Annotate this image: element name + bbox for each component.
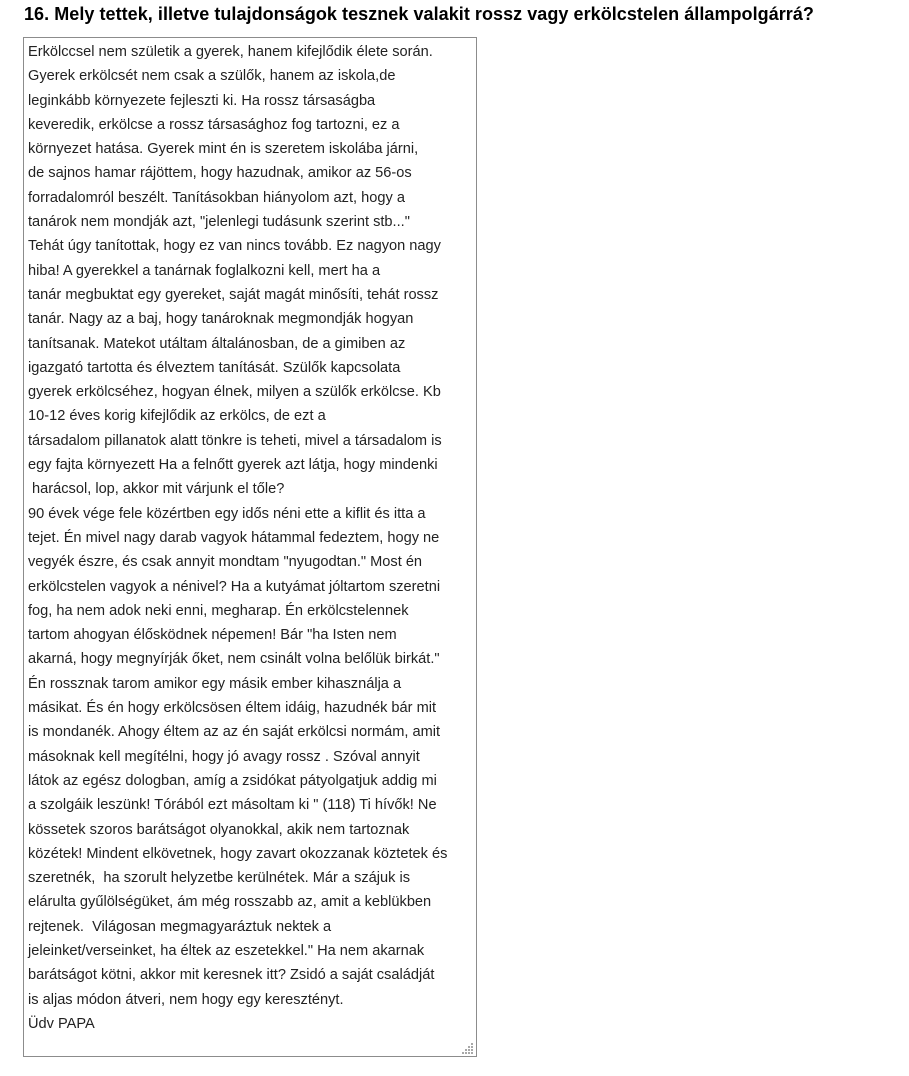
answer-line: Gyerek erkölcsét nem csak a szülők, hanem az iskola,de [28,68,396,85]
answer-line: Erkölccsel nem születik a gyerek, hanem kifejlődik élete során. [28,44,433,60]
answer-line: elárulta gyűlölségüket, ám még rosszabb az, amit a keblükben [28,894,432,911]
answer-text[interactable] [28,40,472,1036]
answer-line: Én rossznak tarom amikor egy másik ember kihasználja a [28,675,402,692]
answer-line: forradalomról beszélt. Tanításokban hiányolom azt, hogy a [28,189,405,206]
answer-line: harácsol, lop, akkor mit várjunk el tőle? [28,481,285,498]
answer-line: keveredik, erkölcse a rossz társasághoz fog tartozni, ez a [28,116,400,133]
answer-line: tanítsanak. Matekot utáltam általánosban, de a gimiben az [28,335,406,352]
answer-line: erkölcstelen vagyok a nénivel? Ha a kutyámat jóltartom szeretni [28,578,441,595]
answer-line: másoknak kell megítélni, hogy jó avagy rossz . Szóval annyit [28,748,420,765]
resize-grip-icon[interactable] [462,1042,474,1054]
answer-line: szeretnék, ha szorult helyzetbe kerülnétek. Már a szájuk is [28,870,411,887]
answer-line: egy fajta környezett Ha a felnőtt gyerek azt látja, hogy mindenki [28,457,438,474]
answer-line: kössetek szoros barátságot olyanokkal, akik nem tartoznak [28,821,410,838]
answer-line: Tehát úgy tanítottak, hogy ez van nincs tovább. Ez nagyon nagy [28,238,441,255]
answer-line: tanár megbuktat egy gyereket, saját magát minősíti, tehát rossz [28,286,439,303]
answer-textarea[interactable] [23,37,477,1057]
answer-line: vegyék észre, és csak annyit mondtam "nyugodtan." Most én [28,554,423,571]
answer-line: hiba! A gyerekkel a tanárnak foglalkozni kell, mert ha a [28,262,381,279]
answer-line: tanárok nem mondják azt, "jelenlegi tudásunk szerint stb..." [28,214,410,231]
answer-line: de sajnos hamar rájöttem, hogy hazudnak, amikor az 56-os [28,165,412,182]
answer-line: leginkább környezete fejleszti ki. Ha rossz társaságba [28,92,376,109]
answer-line: igazgató tartotta és élveztem tanítását. Szülők kapcsolata [28,359,401,376]
answer-line: 90 évek vége fele közértben egy idős néni ette a kiflit és itta a [28,505,426,522]
answer-line: a szolgáik leszünk! Tórából ezt másoltam ki " (118) Ti hívők! Ne [28,797,437,814]
answer-line: tanár. Nagy az a baj, hogy tanároknak megmondják hogyan [28,311,414,328]
answer-line: másikat. És én hogy erkölcsösen éltem idáig, hazudnék bár mit [28,700,437,717]
answer-line: jeleinket/verseinket, ha éltek az eszetekkel." Ha nem akarnak [28,942,425,959]
answer-line: gyerek erkölcséhez, hogyan élnek, milyen a szülők erkölcse. Kb [28,384,441,401]
answer-line: társadalom pillanatok alatt tönkre is teheti, mivel a társadalom is [28,432,442,449]
answer-line: közétek! Mindent elkövetnek, hogy zavart okozzanak köztetek és [28,845,448,862]
answer-line: is aljas módon átveri, nem hogy egy keresztényt. [28,991,344,1008]
answer-line: látok az egész dologban, amíg a zsidókat pátyolgatjuk addig mi [28,772,437,789]
answer-line: Üdv PAPA [28,1015,95,1032]
answer-line: környezet hatása. Gyerek mint én is szeretem iskolába járni, [28,141,419,158]
question-title: 16. Mely tettek, illetve tulajdonságok tesznek valakit rossz vagy erkölcstelen állampolgárrá? [24,4,814,24]
answer-line: tejet. Én mivel nagy darab vagyok hátammal fedeztem, hogy ne [28,529,440,546]
answer-line: tartom ahogyan élősködnek népemen! Bár "ha Isten nem [28,627,397,644]
answer-line: 10-12 éves korig kifejlődik az erkölcs, de ezt a [28,408,326,425]
answer-line: rejtenek. Világosan megmagyaráztuk nektek a [28,918,332,935]
answer-line: akarná, hogy megnyírják őket, nem csinált volna belőlük birkát." [28,651,440,668]
answer-line: is mondanék. Ahogy éltem az az én saját erkölcsi normám, amit [28,724,441,741]
answer-line: barátságot kötni, akkor mit keresnek itt? Zsidó a saját családját [28,967,435,984]
answer-line: fog, ha nem adok neki enni, megharap. Én erkölcstelennek [28,602,409,619]
